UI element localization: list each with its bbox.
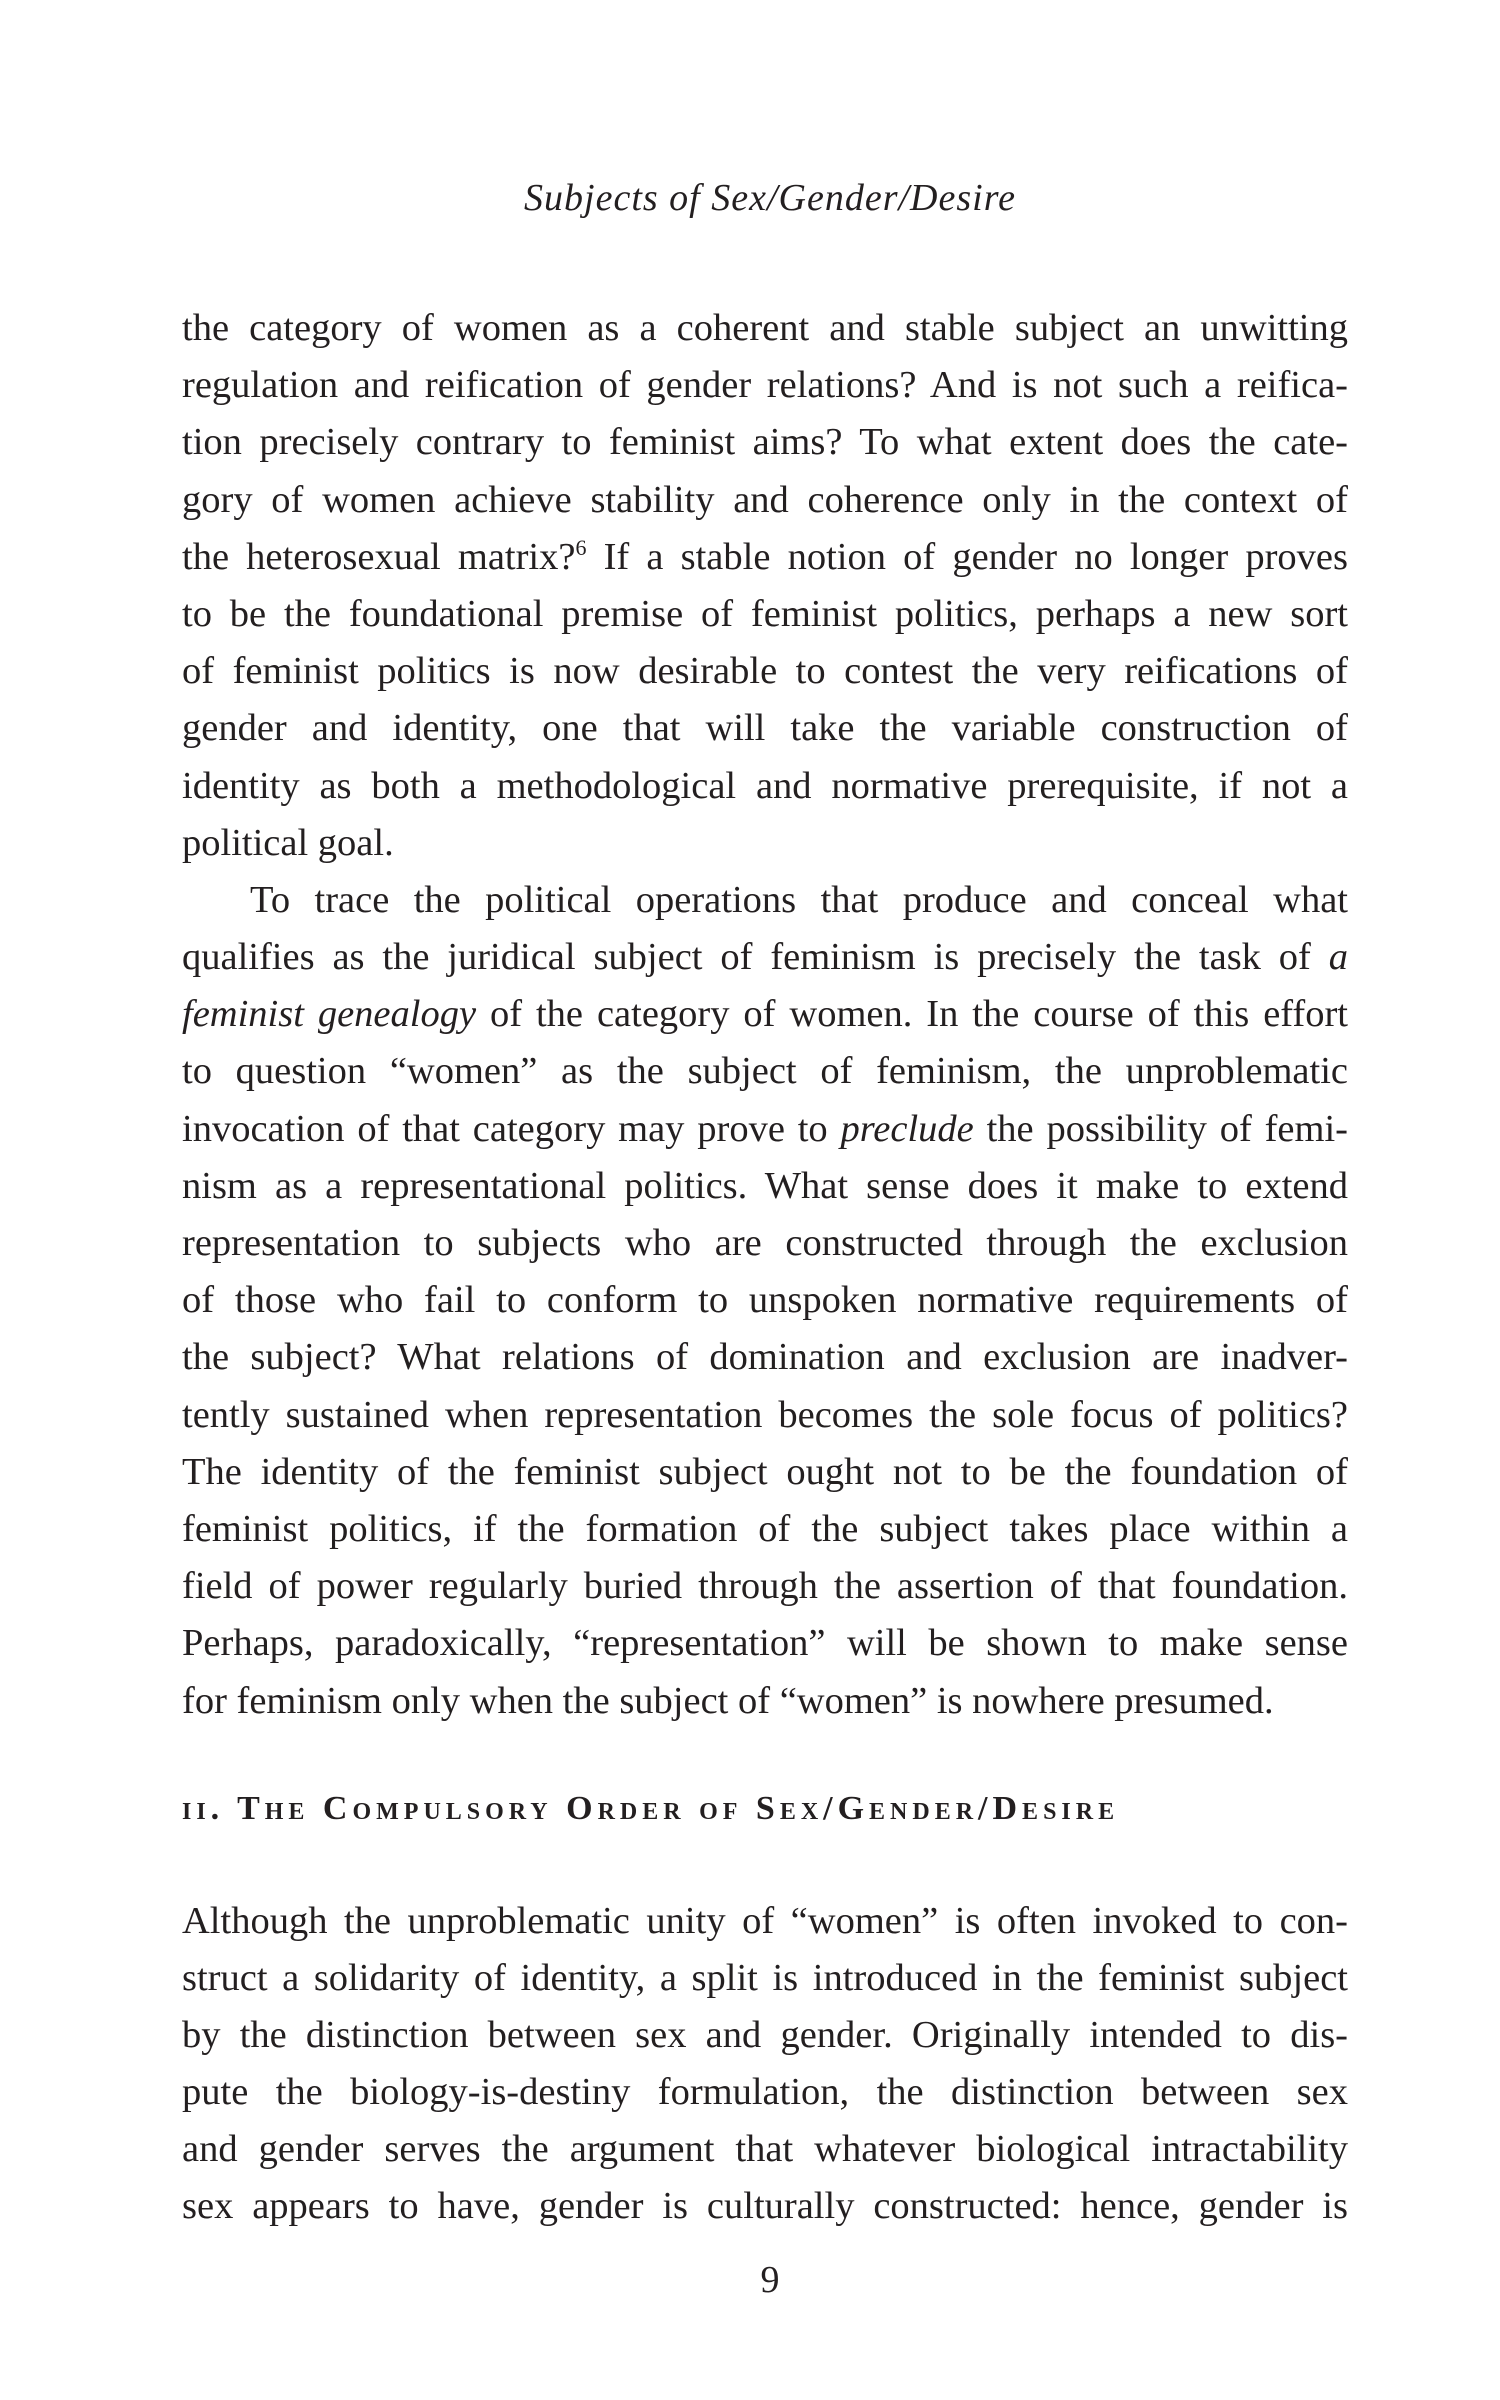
text-segment: the possibility of femi-: [973, 1107, 1348, 1150]
paragraph-3: [182, 1893, 1348, 2236]
italic-text: preclude: [840, 1107, 974, 1150]
section-body: [182, 1854, 1348, 2274]
text-line: of those who fail to conform to unspoken normative requirements of: [182, 1279, 1348, 1322]
text-line: to question “women” as the subject of feminism, the unproblematic: [182, 1050, 1348, 1093]
text-line: to be the foundational premise of feminist politics, perhaps a new sort: [182, 592, 1348, 635]
text-line: struct a solidarity of identity, a split is introduced in the feminist subject: [182, 1956, 1348, 1999]
text-line: of feminist politics is now desirable to contest the very reifications of: [182, 650, 1348, 693]
text-line: nism as a representational politics. What sense does it make to extend: [182, 1164, 1348, 1207]
italic-text: a: [1328, 936, 1348, 979]
text-line: for feminism only when the subject of “women” is nowhere presumed.: [182, 1679, 1274, 1722]
text-line: representation to subjects who are constructed through the exclusion: [182, 1222, 1348, 1264]
text-line: regulation and reification of gender relations? And is not such a reifica-: [182, 364, 1348, 407]
text-line: To trace the political operations that produce and conceal what: [250, 878, 1348, 921]
text-line: gender and identity, one that will take the variable construction of: [182, 707, 1348, 750]
text-line: and gender serves the argument that whatever biological intractability: [182, 2128, 1348, 2171]
text-line: [182, 529, 1348, 586]
text-line: identity as both a methodological and normative prerequisite, if not a: [182, 764, 1348, 807]
text-line: [182, 1101, 1348, 1158]
text-segment: invocation of that category may prove to: [182, 1107, 841, 1150]
text-line: The identity of the feminist subject ought not to be the foundation of: [182, 1450, 1348, 1493]
text-line: sex appears to have, gender is culturally constructed: hence, gender is: [182, 2185, 1348, 2228]
text-line: by the distinction between sex and gender. Originally intended to dis-: [182, 2013, 1348, 2056]
text-segment: qualifies as the juridical subject of feminism is precisely the task of: [182, 936, 1329, 979]
text-line: Perhaps, paradoxically, “representation” will be shown to make sense: [182, 1622, 1348, 1665]
text-line: the subject? What relations of domination and exclusion are inadver-: [182, 1336, 1348, 1379]
text-line: [182, 929, 1348, 986]
italic-text: feminist genealogy: [182, 993, 477, 1036]
running-head: Subjects of Sex/Gender/Desire: [524, 177, 1016, 219]
text-line: Although the unproblematic unity of “women” is often invoked to con-: [182, 1899, 1348, 1942]
page-number: 9: [760, 2259, 780, 2301]
paragraph-1: [182, 300, 1348, 872]
text-line: feminist politics, if the formation of the subject takes place within a: [182, 1507, 1348, 1550]
text-line: political goal.: [182, 821, 394, 864]
text-line: tently sustained when representation becomes the sole focus of politics?: [182, 1393, 1348, 1436]
text-line: pute the biology-is-destiny formulation, the distinction between sex: [182, 2071, 1348, 2114]
text-line: gory of women achieve stability and coherence only in the context of: [182, 478, 1348, 521]
text-line: tion precisely contrary to feminist aims? To what extent does the cate-: [182, 421, 1348, 464]
text-segment: the heterosexual matrix?: [182, 535, 576, 578]
text-segment: of the category of women. In the course of this effort: [476, 993, 1349, 1036]
body-text: [182, 300, 1348, 1730]
footnote-reference: 6: [575, 534, 587, 560]
text-line: [182, 986, 1348, 1043]
text-segment: If a stable notion of gender no longer proves: [586, 535, 1348, 578]
paragraph-2: [182, 872, 1348, 1730]
text-line: the category of women as a coherent and stable subject an unwitting: [182, 307, 1348, 349]
section-heading: ii. The Compulsory Order of Sex/Gender/Desire: [182, 1790, 1120, 1827]
text-line: field of power regularly buried through the assertion of that foundation.: [182, 1565, 1348, 1608]
